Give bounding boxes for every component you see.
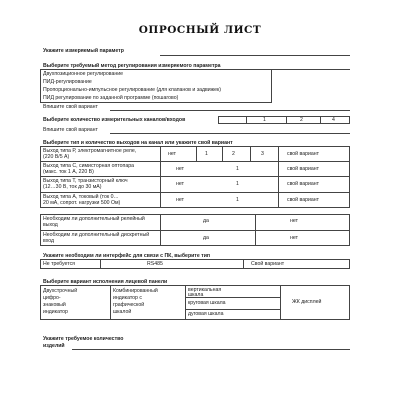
output-row-2-divider bbox=[278, 161, 279, 176]
channels-divider-3 bbox=[320, 116, 321, 124]
quantity-answer-line[interactable] bbox=[72, 349, 350, 350]
display-row-rule-2 bbox=[185, 309, 280, 310]
outputs-row-rule-2 bbox=[40, 176, 350, 177]
method-own-label: Впишите свой вариант bbox=[43, 104, 98, 110]
channels-box bbox=[218, 116, 350, 124]
extra-row-1-line-2: выход bbox=[43, 222, 58, 228]
display-scale-circular[interactable]: круговая шкала bbox=[188, 300, 226, 306]
pc-option-none[interactable]: Не требуется bbox=[43, 261, 75, 267]
output-row-4-count-1[interactable]: 1 bbox=[236, 197, 239, 203]
quantity-label-line-2: изделий bbox=[43, 343, 65, 349]
pc-heading: Укажите необходим ли интерфейс для связи с ПК, выберите тип bbox=[43, 253, 211, 259]
outputs-heading: Выберите тип и количество выходов на канал или укажите свой вариант bbox=[43, 140, 233, 146]
display-scale-vertical-line-2[interactable]: шкала bbox=[188, 292, 204, 298]
extra-row-2-line-2: вход bbox=[43, 238, 55, 244]
display-option-combined-line-1[interactable]: Комбинированный bbox=[113, 288, 158, 294]
display-option-dual-line-1[interactable]: Двухстрочный bbox=[43, 288, 78, 294]
display-option-dual-line-3[interactable]: знаковый bbox=[43, 302, 66, 308]
output-row-1-line-1: Выход типа Р, электромагнитное реле, bbox=[43, 148, 137, 154]
output-row-3-line-1: Выход типа Т, транзисторный ключ bbox=[43, 178, 128, 184]
method-option-1[interactable]: Двухпозиционное регулирование bbox=[43, 71, 124, 77]
outputs-col-rule bbox=[160, 146, 161, 208]
output-row-1-divider-2 bbox=[222, 146, 223, 161]
output-row-3-count-1[interactable]: 1 bbox=[236, 181, 239, 187]
display-heading: Выберите вариант исполнения лицевой панели bbox=[43, 279, 168, 285]
output-row-2-none[interactable]: нет bbox=[176, 166, 184, 172]
method-own-line[interactable] bbox=[110, 110, 350, 111]
output-row-1-line-2: (220 В/5 А) bbox=[43, 154, 70, 160]
display-option-lcd[interactable]: ЖК дисплей bbox=[292, 299, 322, 305]
display-col-rule-1 bbox=[110, 285, 111, 320]
method-option-4[interactable]: ПИД регулирование по заданной программе (пошагово) bbox=[43, 95, 179, 101]
quantity-label-line-1: Укажите требуемое количество bbox=[43, 336, 124, 342]
channels-divider-1 bbox=[246, 116, 247, 124]
output-row-4-line-1: Выход типа А, токовый (ток 0… bbox=[43, 194, 119, 200]
output-row-2-line-2: (макс. ток 1 А, 220 В) bbox=[43, 169, 94, 175]
page-title: ОПРОСНЫЙ ЛИСТ bbox=[138, 24, 262, 36]
channels-own-label: Впишите свой вариант bbox=[43, 127, 98, 133]
extra-row-2-line-1: Необходим ли дополнительный дискретный bbox=[43, 232, 150, 238]
output-row-4-line-2: 20 мА, сопрот. нагрузки 500 Ом) bbox=[43, 200, 121, 206]
pc-option-own[interactable]: Свой вариант bbox=[251, 261, 285, 267]
output-row-1-none[interactable]: нет bbox=[168, 151, 176, 157]
channels-own-line[interactable] bbox=[110, 133, 350, 134]
output-row-4-divider bbox=[278, 192, 279, 208]
output-row-1-own[interactable]: свой вариант bbox=[287, 151, 320, 157]
output-row-1-divider-4 bbox=[278, 146, 279, 161]
output-row-3-divider bbox=[278, 176, 279, 192]
extra-row-1-line-1: Необходим ли дополнительный релейный bbox=[43, 216, 145, 222]
param-answer-line[interactable] bbox=[160, 55, 350, 56]
channels-value-1[interactable]: 1 bbox=[263, 117, 266, 123]
output-row-2-line-1: Выход типа С, симисторная оптопара bbox=[43, 163, 134, 169]
output-row-2-own[interactable]: свой вариант bbox=[287, 166, 320, 172]
output-row-1-divider-1 bbox=[196, 146, 197, 161]
channels-heading: Выберите количество измерительных каналов/входов bbox=[43, 117, 186, 123]
extra-row-1-yes[interactable]: да bbox=[203, 218, 209, 224]
extra-row-rule bbox=[40, 230, 350, 231]
pc-divider-1 bbox=[100, 259, 101, 269]
display-option-dual-line-4[interactable]: индикатор bbox=[43, 309, 68, 315]
channels-divider-2 bbox=[286, 116, 287, 124]
display-scale-vertical-line-1[interactable]: вертикальная bbox=[188, 287, 222, 293]
param-label: Укажите измеряемый параметр bbox=[43, 48, 124, 54]
display-option-combined-line-2[interactable]: индикатор с bbox=[113, 295, 142, 301]
channels-value-2[interactable]: 2 bbox=[300, 117, 303, 123]
extra-row-2-no[interactable]: нет bbox=[290, 235, 298, 241]
output-row-1-count-1[interactable]: 1 bbox=[205, 151, 208, 157]
method-option-3[interactable]: Пропорционально-импульсное регулирование (для клапанов и задвижек) bbox=[43, 87, 221, 93]
display-col-rule-2 bbox=[185, 285, 186, 320]
extra-row-1-no[interactable]: нет bbox=[290, 218, 298, 224]
display-option-combined-line-3[interactable]: графической bbox=[113, 302, 145, 308]
output-row-1-count-3[interactable]: 3 bbox=[261, 151, 264, 157]
method-option-2[interactable]: ПИД-регулирование bbox=[43, 79, 92, 85]
outputs-row-rule-1 bbox=[40, 161, 350, 162]
display-option-dual-line-2[interactable]: цифро- bbox=[43, 295, 61, 301]
pc-divider-2 bbox=[243, 259, 244, 269]
output-row-3-none[interactable]: нет bbox=[176, 181, 184, 187]
output-row-3-line-2: (12…30 В, ток до 30 мА) bbox=[43, 184, 102, 190]
output-row-4-own[interactable]: свой вариант bbox=[287, 197, 320, 203]
method-heading: Выберите требуемый метод регулирования измеряемого параметра bbox=[43, 63, 221, 69]
output-row-2-count-1[interactable]: 1 bbox=[236, 166, 239, 172]
pc-option-rs485[interactable]: RS485 bbox=[147, 261, 163, 267]
display-scale-arc[interactable]: дуговая шкала bbox=[188, 311, 224, 317]
output-row-1-divider-3 bbox=[250, 146, 251, 161]
output-row-4-none[interactable]: нет bbox=[176, 197, 184, 203]
display-col-rule-3 bbox=[280, 285, 281, 320]
channels-value-3[interactable]: 4 bbox=[332, 117, 335, 123]
output-row-3-own[interactable]: свой вариант bbox=[287, 181, 320, 187]
output-row-1-count-2[interactable]: 2 bbox=[232, 151, 235, 157]
pc-options-box bbox=[40, 259, 350, 269]
extra-row-2-yes[interactable]: да bbox=[203, 235, 209, 241]
display-option-combined-line-4[interactable]: шкалой bbox=[113, 309, 132, 315]
outputs-row-rule-3 bbox=[40, 192, 350, 193]
